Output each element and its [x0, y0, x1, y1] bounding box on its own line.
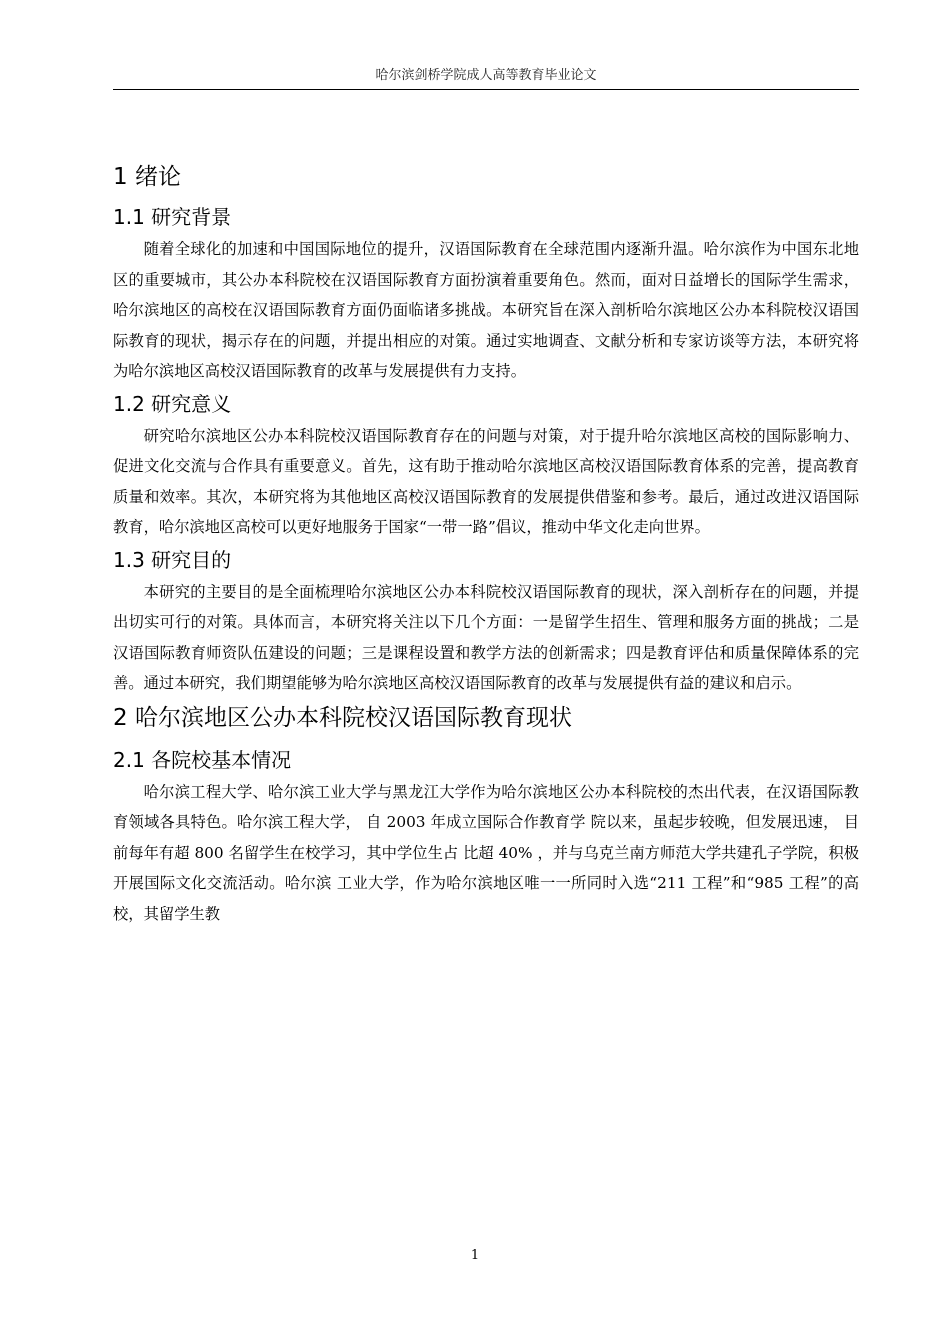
section-1-1-paragraph: 随着全球化的加速和中国国际地位的提升，汉语国际教育在全球范围内逐渐升温。哈尔滨作为中国东北地区的重要城市，其公办本科院校在汉语国际教育方面扮演着重要角色。然而，面对日益增长的国际学生需求，哈尔滨地区的高校在汉语国际教育方面仍面临诸多挑战。本研究旨在深入剖析哈尔滨地区公办本科院校汉语国际教育的现状，揭示存在的问题，并提出相应的对策。通过实地调查、文献分析和专家访谈等方法，本研究将为哈尔滨地区高校汉语国际教育的改革与发展提供有力支持。 — [113, 240, 859, 380]
section-1-heading: 1 绪论 — [113, 164, 181, 190]
main-content — [113, 150, 859, 929]
section-1-2-paragraph: 研究哈尔滨地区公办本科院校汉语国际教育存在的问题与对策，对于提升哈尔滨地区高校的国际影响力、促进文化交流与合作具有重要意义。首先，这有助于推动哈尔滨地区高校汉语国际教育体系的完善，提高教育质量和效率。其次，本研究将为其他地区高校汉语国际教育的发展提供借鉴和参考。最后，通过改进汉语国际教育，哈尔滨地区高校可以更好地服务于国家“一带一路”倡议，推动中华文化走向世界。 — [113, 426, 859, 536]
section-2-heading: 2 哈尔滨地区公办本科院校汉语国际教育现状 — [113, 704, 572, 731]
section-2-1-paragraph: 哈尔滨工程大学、哈尔滨工业大学与黑龙江大学作为哈尔滨地区公办本科院校的杰出代表，在汉语国际教育领域各具特色。哈尔滨工程大学， 自 2003 年成立国际合作教育学 院以来，虽起步较晚，但发展迅速， 目前每年有超 800 名留学生在校学习，其中学位生占 比超 40% ，并与乌克兰南方师范大学共建孔子学院，积极开展国际文化交流活动。哈尔滨 工业大学，作为哈尔滨地区唯一一所同时入选“211 工程”和“985 工程”的高校，其留学生教 — [113, 782, 859, 923]
section-1-1-heading: 1.1 研究背景 — [113, 205, 232, 229]
section-1-2-heading: 1.2 研究意义 — [113, 391, 232, 416]
section-1-3-heading: 1.3 研究目的 — [113, 547, 232, 572]
running-header: 哈尔滨剑桥学院成人高等教育毕业论文 — [113, 64, 859, 90]
page-number: 1 — [470, 1248, 480, 1263]
section-2-1-heading: 2.1 各院校基本情况 — [113, 747, 292, 772]
section-1-3-paragraph: 本研究的主要目的是全面梳理哈尔滨地区公办本科院校汉语国际教育的现状，深入剖析存在的问题，并提出切实可行的对策。具体而言，本研究将关注以下几个方面：一是留学生招生、管理和服务方面的挑战；二是汉语国际教育师资队伍建设的问题；三是课程设置和教学方法的创新需求；四是教育评估和质量保障体系的完善。通过本研究，我们期望能够为哈尔滨地区高校汉语国际教育的改革与发展提供有益的建议和启示。 — [113, 582, 859, 692]
